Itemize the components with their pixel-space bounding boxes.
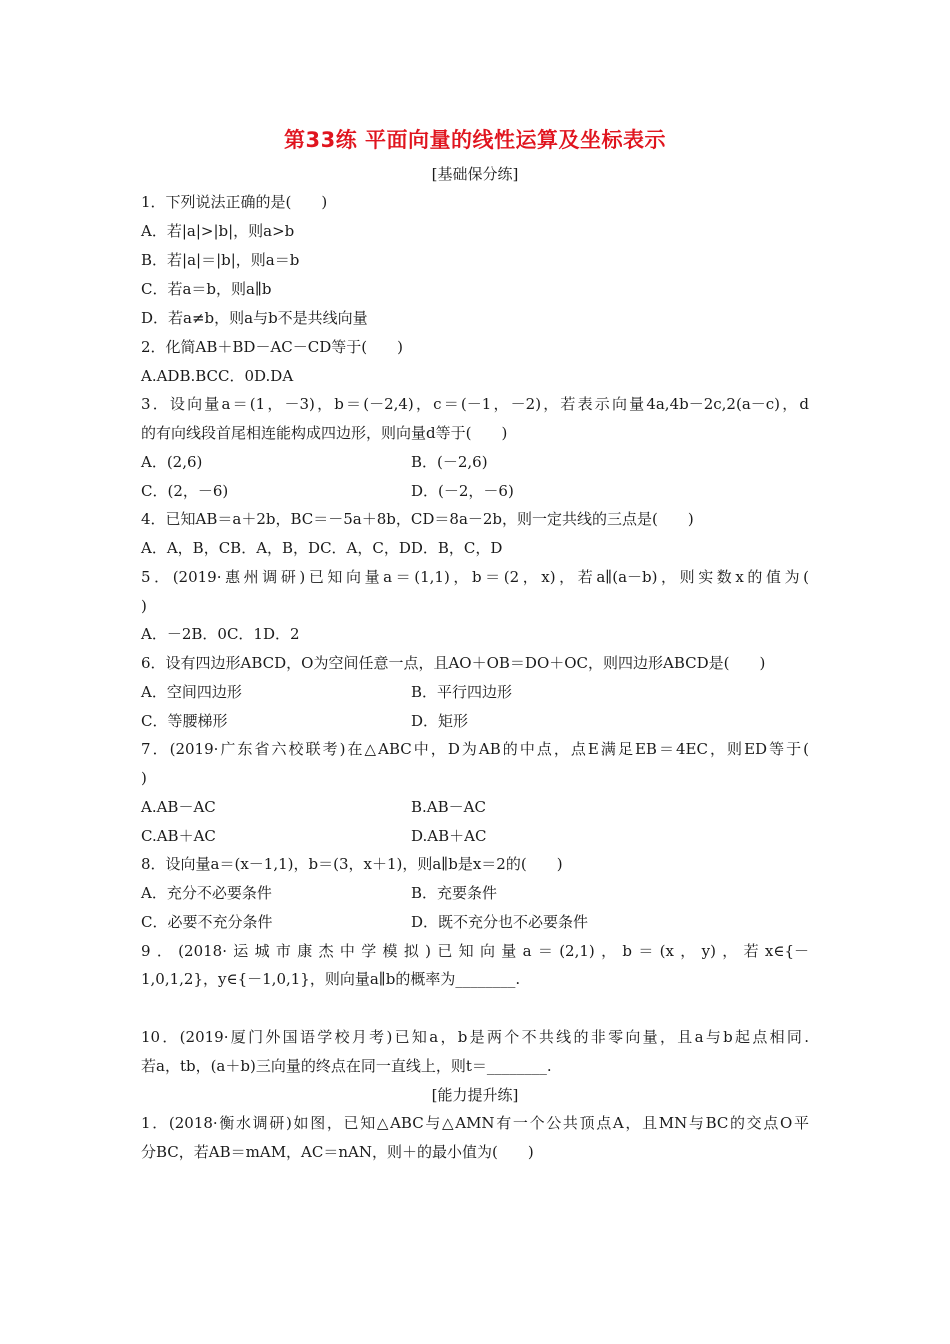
question-8-option-b: B．充要条件: [411, 884, 498, 902]
question-7-stem-line-1: 7．(2019·广东省六校联考)在△ABC中，D为AB的中点，点E满足EB＝4EC，则ED等于(: [141, 740, 809, 758]
question-7-option-d: D.AB＋AC: [411, 827, 487, 845]
question-3-option-d: D．(－2，－6): [411, 482, 514, 500]
question-9-stem-line-2: 1,0,1,2}，y∈{－1,0,1}，则向量a∥b的概率为________.: [141, 970, 521, 988]
question-3-option-b: B．(－2,6): [411, 453, 488, 471]
question-9-stem-line-1: 9．(2018·运城市康杰中学模拟)已知向量a＝(2,1)，b＝(x，y)，若x∈{－: [141, 942, 809, 960]
question-1-option-a: A．若|a|>|b|，则a>b: [141, 222, 295, 240]
question-5-stem-line-2: ): [141, 597, 147, 615]
question-7-option-a: A.AB－AC: [141, 798, 216, 816]
question-1-option-c: C．若a＝b，则a∥b: [141, 280, 272, 298]
page-title: 第33练 平面向量的线性运算及坐标表示: [283, 128, 667, 152]
question-8-option-a: A．充分不必要条件: [141, 884, 272, 902]
question-6-option-c: C．等腰梯形: [141, 712, 228, 730]
question-1-stem: 1．下列说法正确的是( ): [141, 193, 328, 211]
question-6-option-b: B．平行四边形: [411, 683, 513, 701]
question-7-option-c: C.AB＋AC: [141, 827, 216, 845]
question-10-stem-line-2: 若a，tb，(a＋b)三向量的终点在同一直线上，则t＝________.: [141, 1057, 552, 1075]
question-6-stem: 6．设有四边形ABCD，O为空间任意一点，且AO＋OB＝DO＋OC，则四边形ABCD是( ): [141, 654, 766, 672]
question-8-option-c: C．必要不充分条件: [141, 913, 273, 931]
question-6-option-d: D．矩形: [411, 712, 469, 730]
question-3-stem-line-1: 3．设向量a＝(1，－3)，b＝(－2,4)，c＝(－1，－2)，若表示向量4a,4b－2c,2(a－c)，d: [141, 395, 809, 413]
question-1-option-b: B．若|a|＝|b|，则a＝b: [141, 251, 300, 269]
question-7-option-b: B.AB－AC: [411, 798, 486, 816]
question-3-option-c: C．(2，－6): [141, 482, 229, 500]
question-3-stem-line-2: 的有向线段首尾相连能构成四边形，则向量d等于( ): [141, 424, 508, 442]
question-4-options: A．A，B，CB．A，B，DC．A，C，DD．B，C，D: [141, 539, 503, 557]
question-4-stem: 4．已知AB＝a＋2b，BC＝－5a＋8b，CD＝8a－2b，则一定共线的三点是( ): [141, 510, 694, 528]
advanced-question-1-stem-line-2: 分BC，若AB＝mAM，AC＝nAN，则＋的最小值为( ): [141, 1143, 534, 1161]
section-heading-advanced: [能力提升练]: [431, 1086, 519, 1104]
question-3-option-a: A．(2,6): [141, 453, 203, 471]
question-1-option-d: D．若a≠b，则a与b不是共线向量: [141, 309, 368, 327]
question-2-options: A.ADB.BCC．0D.DA: [141, 367, 294, 385]
question-6-option-a: A．空间四边形: [141, 683, 242, 701]
question-5-stem-line-1: 5．(2019·惠州调研)已知向量a＝(1,1)，b＝(2，x)，若a∥(a－b)，则实数x的值为(: [141, 568, 809, 586]
advanced-question-1-stem-line-1: 1．(2018·衡水调研)如图，已知△ABC与△AMN有一个公共顶点A，且MN与BC的交点O平: [141, 1114, 809, 1132]
question-7-stem-line-2: ): [141, 769, 147, 787]
question-5-options: A．－2B．0C．1D．2: [141, 625, 300, 643]
section-heading-basic: [基础保分练]: [431, 165, 519, 183]
question-8-stem: 8．设向量a＝(x－1,1)，b＝(3，x＋1)，则a∥b是x＝2的( ): [141, 855, 563, 873]
question-10-stem-line-1: 10．(2019·厦门外国语学校月考)已知a，b是两个不共线的非零向量，且a与b起点相同.: [141, 1028, 809, 1046]
question-8-option-d: D．既不充分也不必要条件: [411, 913, 589, 931]
question-2-stem: 2．化简AB＋BD－AC－CD等于( ): [141, 338, 403, 356]
